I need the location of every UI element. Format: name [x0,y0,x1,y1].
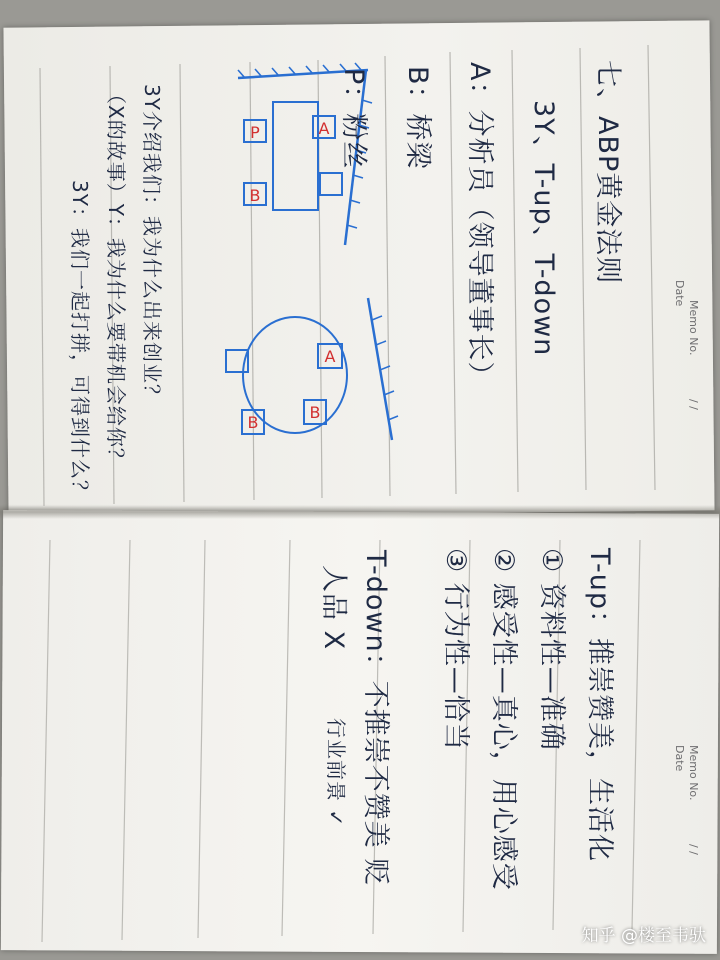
note-character: 人品 X [318,565,349,651]
memo-slashes: / / [687,398,700,410]
seat-a-2: A [324,347,336,366]
note-industry: 行业前景 ✓ [324,718,348,828]
note-tdown: T-down：不推崇不赞美 贬 [360,550,391,887]
note-tup: T-up：推崇赞美，生活化 [584,548,615,863]
note-line-a: A：分析员（领导董事长） [464,62,495,390]
memo-no-label-2: Memo No. [687,745,700,801]
note-tup-2: ② 感受性—真心，用心感受 [488,548,519,891]
note-line-b: B：桥梁 [402,66,433,170]
note-line-p: P：粉丝 [338,68,369,170]
seat-p-1: P [250,123,260,142]
note-tup-1: ① 资料性—准确 [536,548,567,751]
seat-b-1: B [249,186,261,205]
note-question-3: 3Y：我们一起打拼，可得到什么？ [68,180,92,501]
note-question-1: 3Y介绍我们：我为什么出来创业？ [140,84,164,405]
memo-header-top [687,300,700,410]
memo-no-label: Memo No. [687,300,700,356]
date-label-bottom: Date [673,745,686,772]
seat-a-1: A [318,119,330,138]
note-question-2: （X的故事）Y：我为什么要带机会给你？ [104,84,128,469]
date-label-top: Date [673,280,686,307]
note-title: 七、ABP黄金法则 [592,60,623,285]
seat-b-3: B [309,403,321,422]
seat-b-2: B [247,413,259,432]
memo-slashes-2: / / [687,843,700,855]
zhihu-watermark: 知乎 @楼至韦驮 [581,926,706,946]
memo-header-bottom [687,745,700,855]
note-line-3y: 3Y、T-up、T-down [528,100,559,357]
note-tup-3: ③ 行为性—恰当 [440,548,471,751]
